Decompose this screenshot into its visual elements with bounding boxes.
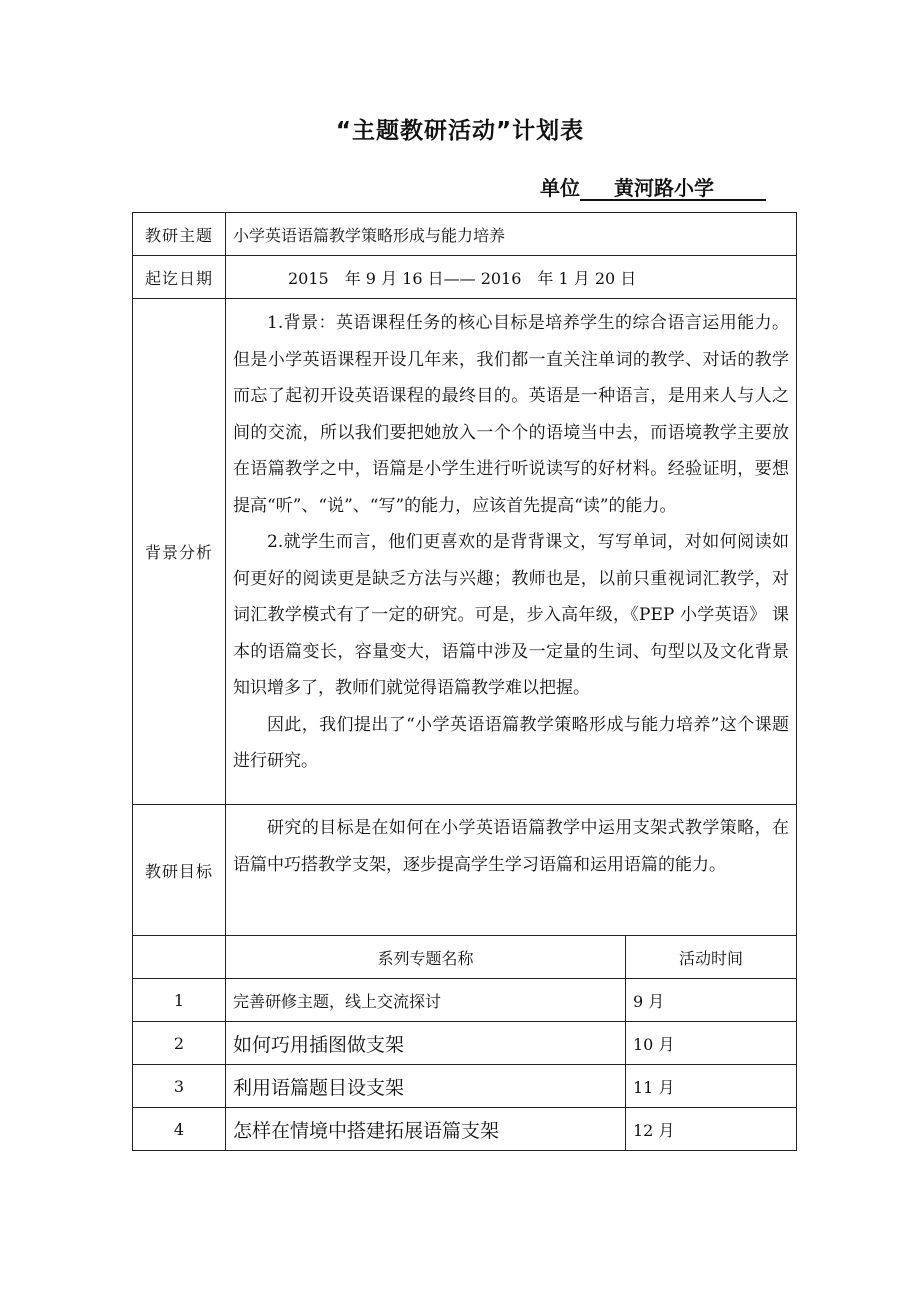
- page-title: “主题教研活动”计划表: [335, 118, 585, 144]
- series-time: 12 月: [626, 1108, 797, 1151]
- goal-cell: [226, 805, 797, 936]
- unit-underline-left: [580, 177, 614, 201]
- unit-value: 黄河路小学: [614, 176, 714, 200]
- series-number: 4: [133, 1108, 226, 1151]
- plan-table: [132, 212, 797, 1151]
- series-name: 利用语篇题目设支架: [226, 1065, 626, 1108]
- background-label: 背景分析: [133, 299, 226, 805]
- dates-value: 2015 年 9 月 16 日—— 2016 年 1 月 20 日: [226, 256, 797, 299]
- series-time: 11 月: [626, 1065, 797, 1108]
- series-row: [133, 1108, 797, 1151]
- series-name: 如何巧用插图做支架: [226, 1022, 626, 1065]
- series-time: 10 月: [626, 1022, 797, 1065]
- unit-label: 单位: [540, 176, 580, 200]
- topic-label: 教研主题: [133, 213, 226, 256]
- background-paragraph: 1.背景：英语课程任务的核心目标是培养学生的综合语言运用能力。但是小学英语课程开设几年来，我们都一直关注单词的教学、对话的教学而忘了起初开设英语课程的最终目的。英语是一种语言，是用来人与人之间的交流，所以我们要把她放入一个个的语境当中去，而语境教学主要放在语篇教学之中，语篇是小学生进行听说读写的好材料。经验证明，要想提高“听”、“说”、“写”的能力，应该首先提高“读”的能力。: [233, 313, 790, 516]
- goal-text: 研究的目标是在如何在小学英语语篇教学中运用支架式教学策略，在语篇中巧搭教学支架，逐步提高学生学习语篇和运用语篇的能力。: [233, 818, 790, 875]
- series-header-row: [133, 936, 797, 979]
- series-number: 2: [133, 1022, 226, 1065]
- series-row: [133, 1022, 797, 1065]
- unit-line: [540, 172, 766, 201]
- goal-row: [133, 805, 797, 936]
- topic-row: [133, 213, 797, 256]
- goal-label: 教研目标: [133, 805, 226, 936]
- background-paragraph: 2.就学生而言，他们更喜欢的是背背课文，写写单词，对如何阅读如何更好的阅读更是缺乏方法与兴趣；教师也是，以前只重视词汇教学，对词汇教学模式有了一定的研究。可是，步入高年级，《PEP 小学英语》 课本的语篇变长，容量变大，语篇中涉及一定量的生词、句型以及文化背景知识增多了，教师们就觉得语篇教学难以把握。: [233, 532, 790, 698]
- unit-underline-right: [714, 177, 766, 201]
- series-header-blank: [133, 936, 226, 979]
- series-row: [133, 979, 797, 1022]
- dates-label: 起讫日期: [133, 256, 226, 299]
- dates-row: [133, 256, 797, 299]
- series-row: [133, 1065, 797, 1108]
- series-name: 完善研修主题，线上交流探讨: [226, 979, 626, 1022]
- background-cell: [226, 299, 797, 805]
- background-paragraph: 因此，我们提出了“小学英语语篇教学策略形成与能力培养”这个课题进行研究。: [233, 714, 790, 771]
- series-time: 9 月: [626, 979, 797, 1022]
- topic-value: 小学英语语篇教学策略形成与能力培养: [226, 213, 797, 256]
- series-header: 系列专题名称: [226, 936, 626, 979]
- series-name: 怎样在情境中搭建拓展语篇支架: [226, 1108, 626, 1151]
- background-row: [133, 299, 797, 805]
- series-number: 1: [133, 979, 226, 1022]
- time-header: 活动时间: [626, 936, 797, 979]
- series-number: 3: [133, 1065, 226, 1108]
